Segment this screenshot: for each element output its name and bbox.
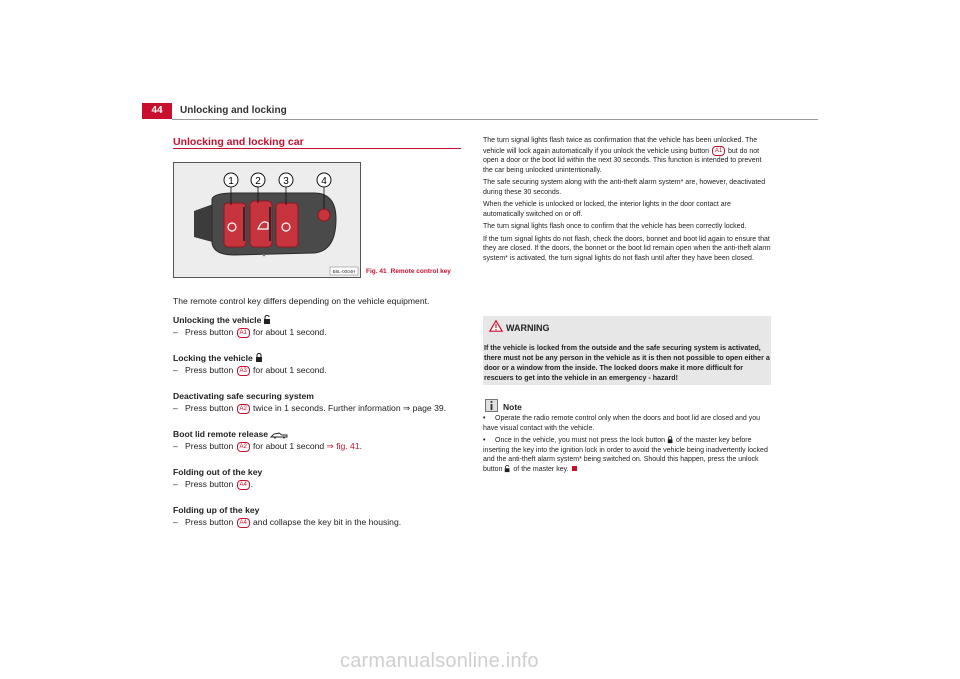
note-item: • Operate the radio remote control only when the doors and boot lid are closed and you have visual contact with the vehicle.	[483, 415, 760, 432]
paragraph: The turn signal lights flash twice as confirmation that the vehicle has been unlocked. The vehicle will lock again automatically if you unlock the vehicle using button A1 but do not open a door or the boot lid within the next 30 seconds. This function is intended to prevent the car being unlocked unintentionally.	[483, 137, 762, 174]
button-ref: A3	[237, 366, 250, 376]
step-instruction: – Press button A4 .	[173, 479, 254, 489]
step-safe-securing	[173, 390, 465, 414]
step-fold-out	[173, 466, 465, 490]
lock-icon	[255, 353, 264, 363]
note-title: Note	[503, 402, 522, 412]
warning-text: If the vehicle is locked from the outside and the safe securing system is activated, there must not be any person in the vehicle as it is then not possible to open either a door or a window from the inside. The locked doors make it more difficult for rescuers to get into the vehicle in an emergency - hazard!	[484, 344, 770, 382]
paragraph: The safe securing system along with the anti-theft alarm system* are, however, deactivated during these 30 seconds.	[483, 179, 766, 196]
figure-caption-label: Fig. 41	[366, 268, 387, 275]
warning-icon	[489, 320, 503, 332]
figure-link[interactable]: ⇒ fig. 41	[326, 441, 360, 451]
button-ref: A2	[237, 404, 250, 414]
step-heading: Locking the vehicle	[173, 352, 465, 364]
button-ref: A1	[712, 146, 725, 156]
step-heading: Folding out of the key	[173, 467, 263, 477]
section-divider	[173, 148, 461, 149]
unlock-icon	[263, 315, 272, 325]
end-marker	[572, 466, 577, 471]
right-column-text	[483, 136, 771, 266]
step-heading: Deactivating safe securing system	[173, 391, 314, 401]
running-header: Unlocking and locking	[180, 105, 287, 116]
figure-caption-text: Remote control key	[390, 268, 451, 275]
callout-2: 2	[255, 176, 261, 187]
step-lock	[173, 352, 465, 376]
figure-code: B6L-0004H	[332, 269, 356, 274]
step-boot-lid	[173, 428, 465, 452]
note-list	[483, 414, 771, 477]
note-icon	[485, 399, 498, 412]
paragraph: When the vehicle is unlocked or locked, the interior lights in the door contact are automatically switched on or off.	[483, 201, 731, 218]
step-fold-up	[173, 504, 465, 528]
callout-1: 1	[228, 176, 234, 187]
header-divider	[172, 119, 818, 120]
watermark-text: carmanualsonline.info	[340, 650, 539, 672]
step-heading: Unlocking the vehicle	[173, 314, 465, 326]
step-heading: Boot lid remote release	[173, 428, 465, 440]
callout-4: 4	[321, 176, 327, 187]
step-instruction: – Press button A3 for about 1 second.	[173, 365, 327, 375]
intro-paragraph: The remote control key differs depending on the vehicle equipment.	[173, 296, 430, 306]
step-unlock	[173, 314, 465, 338]
page-number: 44	[142, 103, 172, 119]
button-ref: A4	[237, 480, 250, 490]
button-ref: A4	[237, 518, 250, 528]
section-title: Unlocking and locking car	[173, 136, 304, 148]
figure-caption	[366, 268, 451, 275]
callout-3: 3	[283, 176, 289, 187]
step-instruction: – Press button A1 for about 1 second.	[173, 327, 327, 337]
lock-icon	[667, 436, 674, 444]
step-instruction: – Press button A4 and collapse the key bit in the housing.	[173, 517, 402, 527]
remote-key-illustration	[174, 163, 360, 277]
paragraph: The turn signal lights flash once to confirm that the vehicle has been correctly locked.	[483, 223, 747, 230]
step-heading: Folding up of the key	[173, 505, 260, 515]
note-item: • Once in the vehicle, you must not press the lock button of the master key before inserting the key into the ignition lock in order to avoid the vehicle being inadvertently locked and the anti-theft alarm system* being switched on. Should this happen, press the unlock button of the master key.	[483, 437, 768, 473]
warning-title: WARNING	[506, 323, 550, 333]
button-ref: A2	[237, 442, 250, 452]
step-instruction: – Press button A2 for about 1 second ⇒ fig. 41.	[173, 441, 362, 451]
button-ref: A1	[237, 328, 250, 338]
step-instruction: – Press button A2 twice in 1 seconds. Further information ⇒ page 39.	[173, 403, 447, 413]
car-boot-icon	[270, 431, 288, 439]
paragraph: If the turn signal lights do not flash, check the doors, bonnet and boot lid again to ensure that they are closed. If the doors, the bonnet or the boot lid remain open when the anti-theft alarm system* is activated, the turn signal lights do not flash until after they have been closed.	[483, 235, 771, 262]
remote-key-figure	[173, 162, 361, 278]
